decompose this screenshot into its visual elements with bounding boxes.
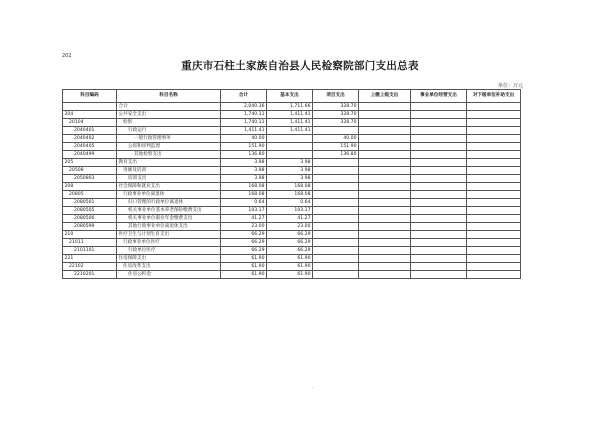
- cell-business: [411, 199, 467, 207]
- cell-code: 22102: [63, 263, 117, 271]
- table-row: [63, 111, 521, 119]
- cell-code: 2080501: [63, 199, 117, 207]
- cell-basic: 168.08: [267, 191, 313, 199]
- cell-code: 21011: [63, 239, 117, 247]
- cell-upper: [359, 239, 411, 247]
- cell-lower: [467, 247, 521, 255]
- cell-project: 328.70: [313, 119, 359, 127]
- cell-upper: [359, 111, 411, 119]
- cell-code: 208: [63, 183, 117, 191]
- cell-total: 61.90: [221, 263, 267, 271]
- cell-business: [411, 151, 467, 159]
- page-mark: ·: [312, 385, 314, 391]
- cell-business: [411, 103, 467, 111]
- cell-business: [411, 111, 467, 119]
- cell-total: 66.29: [221, 231, 267, 239]
- expenditure-table: [62, 89, 521, 279]
- cell-basic: 61.90: [267, 271, 313, 279]
- cell-name: 公诉和审判监督: [117, 143, 221, 151]
- cell-upper: [359, 247, 411, 255]
- cell-business: [411, 239, 467, 247]
- cell-basic: [267, 135, 313, 143]
- cell-basic: 66.29: [267, 247, 313, 255]
- cell-upper: [359, 135, 411, 143]
- cell-business: [411, 175, 467, 183]
- cell-lower: [467, 223, 521, 231]
- cell-basic: 0.64: [267, 199, 313, 207]
- cell-upper: [359, 215, 411, 223]
- column-header-code: 科目编码: [63, 90, 117, 103]
- unit-label: 单位：万元: [497, 83, 523, 89]
- cell-name: 医疗卫生与计划生育支出: [117, 231, 221, 239]
- cell-upper: [359, 271, 411, 279]
- cell-upper: [359, 191, 411, 199]
- cell-name: 行政事业单位离退休: [117, 191, 221, 199]
- cell-name: 教育支出: [117, 159, 221, 167]
- cell-project: [313, 167, 359, 175]
- table-row: [63, 103, 521, 111]
- cell-project: 328.70: [313, 111, 359, 119]
- cell-upper: [359, 223, 411, 231]
- cell-lower: [467, 207, 521, 215]
- cell-lower: [467, 167, 521, 175]
- table-row: [63, 247, 521, 255]
- cell-code: 2050803: [63, 175, 117, 183]
- cell-total: 2,040.36: [221, 103, 267, 111]
- cell-business: [411, 247, 467, 255]
- column-header-total: 合计: [221, 90, 267, 103]
- cell-total: 1,740.11: [221, 119, 267, 127]
- column-header-lower: 对下级单位补助支出: [467, 90, 521, 103]
- cell-business: [411, 215, 467, 223]
- cell-name: 机关事业单位基本养老保险缴费支出: [117, 207, 221, 215]
- cell-project: [313, 191, 359, 199]
- cell-lower: [467, 151, 521, 159]
- cell-project: 328.70: [313, 103, 359, 111]
- cell-upper: [359, 103, 411, 111]
- cell-project: [313, 175, 359, 183]
- cell-business: [411, 263, 467, 271]
- table-row: [63, 119, 521, 127]
- cell-upper: [359, 199, 411, 207]
- cell-total: 1,740.11: [221, 111, 267, 119]
- cell-total: 3.98: [221, 167, 267, 175]
- cell-basic: 66.29: [267, 231, 313, 239]
- cell-lower: [467, 231, 521, 239]
- table-row: [63, 135, 521, 143]
- cell-name: 住房改革支出: [117, 263, 221, 271]
- cell-name: 其他行政事业单位离退休支出: [117, 223, 221, 231]
- cell-basic: 1,711.66: [267, 103, 313, 111]
- cell-lower: [467, 175, 521, 183]
- cell-name: 行政运行: [117, 127, 221, 135]
- cell-lower: [467, 255, 521, 263]
- cell-code: 2080506: [63, 215, 117, 223]
- cell-code: 205: [63, 159, 117, 167]
- cell-upper: [359, 231, 411, 239]
- table-row: [63, 167, 521, 175]
- cell-name: 机关事业单位职业年金缴费支出: [117, 215, 221, 223]
- table-row: [63, 151, 521, 159]
- cell-lower: [467, 119, 521, 127]
- cell-business: [411, 127, 467, 135]
- table-row: [63, 183, 521, 191]
- cell-basic: 41.27: [267, 215, 313, 223]
- cell-total: 3.98: [221, 159, 267, 167]
- cell-project: 151.90: [313, 143, 359, 151]
- cell-lower: [467, 271, 521, 279]
- cell-lower: [467, 135, 521, 143]
- table-row: [63, 263, 521, 271]
- cell-basic: [267, 151, 313, 159]
- cell-business: [411, 167, 467, 175]
- table-row: [63, 199, 521, 207]
- cell-upper: [359, 207, 411, 215]
- cell-code: 20805: [63, 191, 117, 199]
- cell-lower: [467, 239, 521, 247]
- cell-basic: 1,411.41: [267, 111, 313, 119]
- table-row: [63, 215, 521, 223]
- cell-code: [63, 103, 117, 111]
- cell-upper: [359, 255, 411, 263]
- cell-project: 40.00: [313, 135, 359, 143]
- cell-upper: [359, 167, 411, 175]
- table-row: [63, 191, 521, 199]
- cell-business: [411, 207, 467, 215]
- table-row: [63, 239, 521, 247]
- cell-project: [313, 215, 359, 223]
- cell-business: [411, 135, 467, 143]
- cell-upper: [359, 127, 411, 135]
- cell-code: 210: [63, 231, 117, 239]
- cell-lower: [467, 191, 521, 199]
- cell-code: 2101101: [63, 247, 117, 255]
- cell-project: [313, 127, 359, 135]
- cell-name: 住房保障支出: [117, 255, 221, 263]
- table-row: [63, 223, 521, 231]
- cell-basic: 61.90: [267, 263, 313, 271]
- cell-project: [313, 207, 359, 215]
- cell-name: 进修及培训: [117, 167, 221, 175]
- cell-lower: [467, 263, 521, 271]
- cell-total: 1,411.41: [221, 127, 267, 135]
- cell-total: 0.64: [221, 199, 267, 207]
- cell-name: 培训支出: [117, 175, 221, 183]
- cell-basic: 3.98: [267, 167, 313, 175]
- cell-project: [313, 199, 359, 207]
- cell-business: [411, 159, 467, 167]
- cell-lower: [467, 159, 521, 167]
- cell-lower: [467, 127, 521, 135]
- cell-project: [313, 263, 359, 271]
- table-row: [63, 127, 521, 135]
- cell-name: 其他检察支出: [117, 151, 221, 159]
- cell-name: 检察: [117, 119, 221, 127]
- cell-business: [411, 183, 467, 191]
- cell-business: [411, 255, 467, 263]
- cell-code: 2040401: [63, 127, 117, 135]
- cell-upper: [359, 119, 411, 127]
- cell-code: 20508: [63, 167, 117, 175]
- cell-upper: [359, 159, 411, 167]
- cell-total: 61.90: [221, 271, 267, 279]
- cell-name: 归口管理的行政单位离退休: [117, 199, 221, 207]
- cell-project: [313, 255, 359, 263]
- cell-business: [411, 119, 467, 127]
- cell-total: 168.08: [221, 191, 267, 199]
- cell-business: [411, 271, 467, 279]
- cell-total: 151.90: [221, 143, 267, 151]
- cell-total: 168.08: [221, 183, 267, 191]
- cell-name: 住房公积金: [117, 271, 221, 279]
- cell-basic: 3.98: [267, 175, 313, 183]
- cell-basic: 3.98: [267, 159, 313, 167]
- table-row: [63, 271, 521, 279]
- cell-total: 61.90: [221, 255, 267, 263]
- cell-name: 社会保障和就业支出: [117, 183, 221, 191]
- cell-business: [411, 191, 467, 199]
- cell-basic: 23.00: [267, 223, 313, 231]
- cell-basic: 168.08: [267, 183, 313, 191]
- table-row: [63, 159, 521, 167]
- cell-lower: [467, 183, 521, 191]
- cell-name: 行政事业单位医疗: [117, 239, 221, 247]
- cell-basic: 1,411.41: [267, 127, 313, 135]
- cell-project: [313, 183, 359, 191]
- cell-total: 66.29: [221, 247, 267, 255]
- page-title: 重庆市石柱土家族自治县人民检察院部门支出总表: [181, 60, 419, 72]
- cell-name: 合计: [117, 103, 221, 111]
- cell-business: [411, 223, 467, 231]
- cell-project: 136.80: [313, 151, 359, 159]
- cell-project: [313, 223, 359, 231]
- cell-basic: 61.90: [267, 255, 313, 263]
- cell-total: 40.00: [221, 135, 267, 143]
- cell-code: 2210201: [63, 271, 117, 279]
- cell-lower: [467, 111, 521, 119]
- cell-basic: 1,411.41: [267, 119, 313, 127]
- cell-project: [313, 159, 359, 167]
- table-row: [63, 255, 521, 263]
- cell-code: 2040402: [63, 135, 117, 143]
- cell-lower: [467, 199, 521, 207]
- cell-total: 3.98: [221, 175, 267, 183]
- cell-project: [313, 239, 359, 247]
- table-row: [63, 207, 521, 215]
- cell-code: 2040405: [63, 143, 117, 151]
- cell-basic: 103.17: [267, 207, 313, 215]
- cell-total: 41.27: [221, 215, 267, 223]
- cell-upper: [359, 263, 411, 271]
- column-header-business: 事业单位经营支出: [411, 90, 467, 103]
- cell-upper: [359, 175, 411, 183]
- cell-code: 20104: [63, 119, 117, 127]
- cell-business: [411, 231, 467, 239]
- cell-lower: [467, 103, 521, 111]
- cell-project: [313, 271, 359, 279]
- cell-upper: [359, 183, 411, 191]
- cell-business: [411, 143, 467, 151]
- column-header-name: 科目名称: [117, 90, 221, 103]
- cell-basic: [267, 143, 313, 151]
- cell-lower: [467, 143, 521, 151]
- table-body: [63, 103, 521, 279]
- cell-total: 136.80: [221, 151, 267, 159]
- cell-upper: [359, 151, 411, 159]
- cell-total: 23.00: [221, 223, 267, 231]
- cell-code: 2040499: [63, 151, 117, 159]
- cell-name: 公共安全支出: [117, 111, 221, 119]
- cell-code: 204: [63, 111, 117, 119]
- cell-name: 一般行政管理事务: [117, 135, 221, 143]
- cell-lower: [467, 215, 521, 223]
- column-header-upper: 上缴上级支出: [359, 90, 411, 103]
- column-header-basic: 基本支出: [267, 90, 313, 103]
- table-row: [63, 231, 521, 239]
- table-row: [63, 175, 521, 183]
- cell-code: 2080505: [63, 207, 117, 215]
- table-row: [63, 143, 521, 151]
- cell-project: [313, 247, 359, 255]
- cell-upper: [359, 143, 411, 151]
- cell-code: 2080599: [63, 223, 117, 231]
- column-header-project: 项目支出: [313, 90, 359, 103]
- cell-total: 66.29: [221, 239, 267, 247]
- cell-project: [313, 231, 359, 239]
- cell-basic: 66.29: [267, 239, 313, 247]
- cell-name: 行政单位医疗: [117, 247, 221, 255]
- corner-mark: 202: [62, 53, 72, 59]
- table-header-row: [63, 90, 521, 103]
- cell-code: 221: [63, 255, 117, 263]
- cell-total: 103.17: [221, 207, 267, 215]
